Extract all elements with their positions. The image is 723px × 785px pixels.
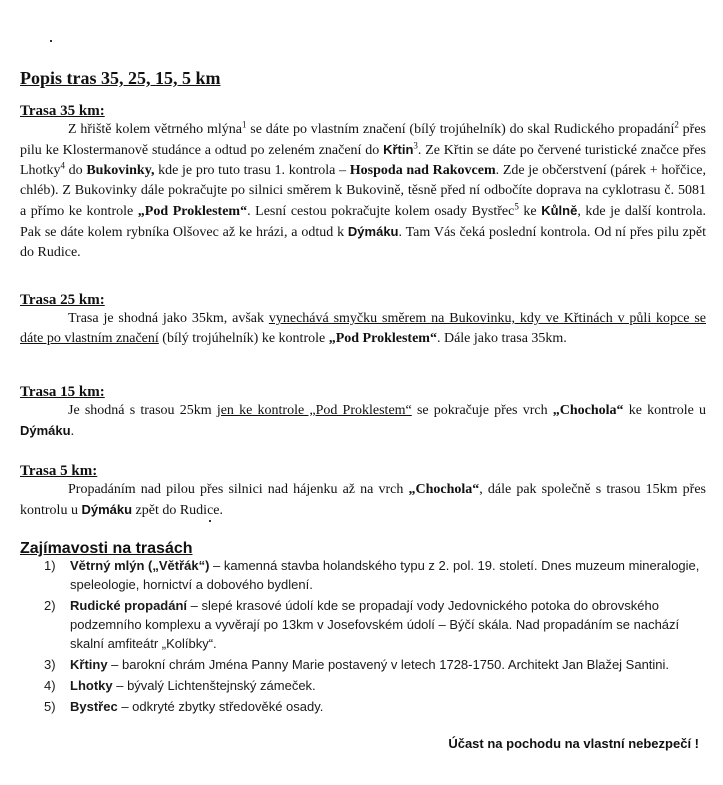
- place-name: Křtin: [383, 142, 414, 157]
- list-item: 2) Rudické propadání – slepé krasové údolí kde se propadají vody Jedovnického potoka do obrovského podzemního komplexu a vyvěrají po 13km v Josefovském údolí – Býčí skála. Nad propadáním se nachází skalní amfiteátr „Kolíbky“.: [44, 598, 680, 651]
- footnote-ref: 3: [413, 140, 418, 151]
- list-item: 5) Bystřec – odkryté zbytky středověké osady.: [44, 699, 324, 714]
- underlined-instruction: vynechává smyčku směrem na Bukovinku, kdy ve Křtinách v půli kopce se dáte po vlastním značení: [20, 311, 707, 346]
- route-5-text: Propadáním nad pilou přes silnici nad hájenku až na vrch „Chochola“, dále pak společně s trasou 15km přes kontrolu u Dýmáku zpět do Rudice.: [20, 482, 707, 518]
- poi-name: Větrný mlýn („Větřák“): [70, 558, 210, 573]
- route-15-section: [20, 383, 706, 442]
- footnote-ref: 4: [60, 160, 65, 171]
- place-name: „Chochola“: [552, 403, 624, 418]
- checkpoint-name: Dýmáku: [20, 423, 71, 438]
- disclaimer-note: Účast na pochodu na vlastní nebezpečí !: [448, 736, 699, 751]
- route-15-heading: Trasa 15 km:: [20, 384, 105, 400]
- checkpoint-name: Kůlně: [541, 203, 578, 218]
- footnote-ref: 5: [514, 201, 519, 212]
- footnote-ref: 1: [241, 119, 247, 130]
- route-15-text: Je shodná s trasou 25km jen ke kontrole „Pod Proklestem“ se pokračuje přes vrch „Chochola“ ke kontrole u Dýmáku.: [20, 403, 706, 439]
- underlined-instruction: jen ke kontrole „Pod Proklestem“: [216, 403, 412, 418]
- route-25-heading: Trasa 25 km:: [20, 292, 105, 308]
- poi-name: Rudické propadání: [70, 598, 188, 613]
- route-5-heading: Trasa 5 km:: [20, 463, 98, 479]
- document-title: Popis tras 35, 25, 15, 5 km: [20, 68, 221, 88]
- place-name: Bukovinky,: [86, 163, 155, 178]
- checkpoint-name: Dýmáku: [81, 502, 133, 517]
- route-35-heading: Trasa 35 km:: [20, 103, 105, 119]
- route-5-section: [20, 462, 706, 521]
- place-name: „Chochola“: [408, 482, 480, 497]
- route-35-text: Z hřiště kolem větrného mlýna$^1$ se dáte po vlastním značení (bílý trojúhelník) do skal Rudického propadání$^2$ přes pilu ke Klostermanově studánce a odtud po zeleném značení do Křtin$^3$. Ze Křtin se dáte po červené turistické značce přes Lhotky$^4$ do Bukovinky, kde je pro tuto trasu 1. kontrola – Hospoda nad Rakovcem. Zde je občerstvení (párek + hořčice, chléb). Z Bukovinky dále pokračujte po silnici směrem k Bukovině, těsně před ní odbočíte doprava na cyklotrasu č. 5081 a přímo ke kontrole „Pod Proklestem“. Lesní cestou pokračujte kolem osady Bystřec$^5$ ke Kůlně, kde je další kontrola. Pak se dáte kolem rybníka Olšovec až ke hrázi, a odtud k Dýmáku. Tam Vás čeká poslední kontrola. Od ní přes pilu zpět do Rudice.: [20, 119, 707, 260]
- list-item: 4) Lhotky – bývalý Lichtenštejnský zámeček.: [44, 678, 316, 693]
- list-item: 3) Křtiny – barokní chrám Jména Panny Marie postavený v letech 1728-1750. Architekt Jan Blažej Santini.: [44, 657, 670, 672]
- checkpoint-name: Hospoda nad Rakovcem: [349, 163, 496, 178]
- route-25-text: Trasa je shodná jako 35km, avšak vynechává smyčku směrem na Bukovinku, kdy ve Křtinách v půli kopce se dáte po vlastním značení (bílý trojúhelník) ke kontrole „Pod Proklestem“. Dále jako trasa 35km.: [20, 311, 707, 346]
- points-of-interest-heading: Zajímavosti na trasách: [20, 540, 193, 557]
- poi-name: Křtiny: [70, 657, 108, 672]
- points-of-interest-list: [44, 556, 706, 718]
- route-35-section: [20, 102, 706, 263]
- list-item: 1) Větrný mlýn („Větřák“) – kamenná stavba holandského typu z 2. pol. 19. století. Dnes muzeum mineralogie, speleologie, hornictví a dobového bydlení.: [44, 558, 700, 592]
- scan-speck: [50, 40, 52, 42]
- checkpoint-name: Dýmáku: [347, 224, 399, 239]
- poi-name: Lhotky: [70, 678, 113, 693]
- footnote-ref: 2: [674, 119, 679, 130]
- checkpoint-name: „Pod Proklestem“: [328, 331, 437, 346]
- route-25-section: [20, 291, 706, 349]
- checkpoint-name: „Pod Proklestem“: [137, 204, 248, 219]
- poi-name: Bystřec: [70, 699, 118, 714]
